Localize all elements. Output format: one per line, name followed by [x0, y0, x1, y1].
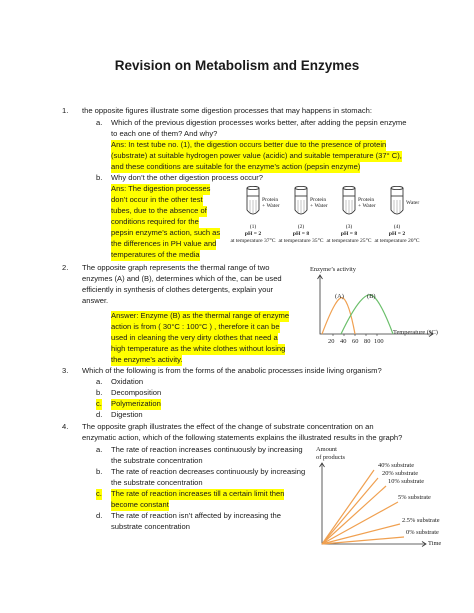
series-label-20: 20% substrate: [382, 470, 419, 477]
page-title: Revision on Metabolism and Enzymes: [114, 58, 360, 73]
q2-answer-2: action is from ( 30°C : 100°C ) , therefore it can be: [111, 322, 280, 331]
q4-option-c-line-2: become constant: [111, 500, 169, 509]
substrate-graph-ylabel-1: Amount: [316, 446, 337, 453]
q1b-answer-2: don’t occur in the other test: [111, 195, 203, 204]
q1b-line: Why don’t the other digestion process occur?: [111, 173, 263, 182]
curve-b: [341, 295, 393, 334]
enzyme-graph-xlabel: Temperature (°C): [393, 329, 438, 336]
q1b-answer-1: Ans: The digestion processes: [111, 184, 211, 193]
q4-option-c-line-1: The rate of reaction increases till a certain limit then: [111, 489, 285, 498]
line-5-substrate: [322, 502, 398, 544]
q3-option-c-marker: c.: [96, 399, 102, 408]
series-label-2-5: 2.5% substrate: [402, 517, 440, 524]
q1a-answer-2: (substrate) at suitable hydrogen power value (acidic) and suitable temperature (37° C),: [111, 151, 402, 160]
tube-2-temp: at temperature 35°C: [278, 238, 324, 244]
tick-40: 40: [340, 338, 347, 345]
q4-option-a-marker: a.: [96, 445, 103, 454]
tube-1-temp: at temperature 37°C: [230, 238, 276, 244]
tick-60: 60: [352, 338, 359, 345]
q3-option-b-marker: b.: [96, 388, 103, 397]
q3-option-d: Digestion: [111, 410, 143, 419]
q4-option-a-line-1: The rate of reaction increases continuously by increasing: [111, 445, 303, 454]
q3-option-c: Polymerization: [111, 399, 161, 408]
q1b-marker: b.: [96, 173, 103, 182]
q1b-answer-7: temperatures of the media: [111, 250, 200, 259]
tube-4-temp: at temperature 20°C: [374, 238, 420, 244]
tube-3-ph: pH = 8: [340, 231, 358, 237]
q2-answer-3: used in cleaning the very dirty clothes that need a: [111, 333, 278, 342]
enzyme-activity-graph: [305, 266, 445, 352]
enzyme-graph-ylabel: Enzyme’s activity: [310, 266, 356, 273]
q2-line-2: enzymes (A) and (B), determines which of the, can be used: [82, 274, 282, 283]
q3-option-a-marker: a.: [96, 377, 103, 386]
q4-option-d-line-1: The rate of reaction isn’t affected by increasing the: [111, 511, 281, 520]
tube-3-temp: at temperature 25°C: [326, 238, 372, 244]
q1b-answer-4: conditions required for the: [111, 217, 199, 226]
tick-80: 80: [364, 338, 371, 345]
q2-answer-4: high temperature as the white clothes without losing: [111, 344, 286, 353]
q2-answer-5: the enzyme’s activity.: [111, 355, 183, 364]
q2-number: 2.: [62, 263, 69, 272]
q4-line-1: The opposite graph illustrates the effect of the change of substrate concentration on an: [82, 422, 374, 431]
curve-b-label: (B): [367, 293, 376, 300]
q1-number: 1.: [62, 106, 69, 115]
tube-1-content: Protein + Water: [262, 197, 280, 210]
curve-a-label: (A): [335, 293, 344, 300]
q3-option-a: Oxidation: [111, 377, 144, 386]
line-20-substrate: [322, 478, 378, 544]
series-label-40: 40% substrate: [378, 462, 415, 469]
series-label-10: 10% substrate: [388, 478, 425, 485]
q1a-answer-3: and these conditions are suitable for the enzyme’s action (pepsin enzyme): [111, 162, 361, 171]
q1b-answer-5: pepsin enzyme’s action, such as: [111, 228, 221, 237]
q1b-answer-6: the differences in PH value and: [111, 239, 217, 248]
tube-4-ph: pH = 2: [388, 231, 406, 237]
q4-option-b-line-2: the substrate concentration: [111, 478, 203, 487]
tick-100: 100: [374, 338, 384, 345]
q4-option-d-line-2: substrate concentration: [111, 522, 190, 531]
q1a-answer-1: Ans: In test tube no. (1), the digestion occurs better due to the presence of protein: [111, 140, 387, 149]
q1-text: the opposite figures illustrate some digestion processes that may happens in stomach:: [82, 106, 372, 115]
q4-option-a-line-2: the substrate concentration: [111, 456, 203, 465]
q1a-line-2: to each one of them? And why?: [111, 129, 218, 138]
q2-line-3: efficiently in synthesis of clothes detergents, explain your: [82, 285, 274, 294]
tick-20: 20: [328, 338, 335, 345]
enzyme-graph-axes: [320, 276, 433, 334]
q3-option-b: Decomposition: [111, 388, 162, 397]
test-tubes-figure: [230, 184, 420, 256]
tube-4-content: Water: [406, 200, 420, 206]
q4-option-b-line-1: The rate of reaction decreases continuously by increasing: [111, 467, 306, 476]
tube-2-ph: pH = 8: [292, 231, 310, 237]
substrate-graph-xlabel: Time: [428, 540, 442, 547]
q3-text: Which of the following is from the forms of the anabolic processes inside living organism?: [82, 366, 382, 375]
q4-option-d-marker: d.: [96, 511, 103, 520]
q2-line-1: The opposite graph represents the thermal range of two: [82, 263, 270, 272]
tube-3-number: (3): [345, 224, 353, 230]
q4-option-b-marker: b.: [96, 467, 103, 476]
tube-4-number: (4): [393, 224, 401, 230]
tube-2-number: (2): [297, 224, 305, 230]
q4-number: 4.: [62, 422, 69, 431]
q3-number: 3.: [62, 366, 69, 375]
substrate-graph-ylabel-2: of products: [316, 454, 345, 461]
q4-line-2: enzymatic action, which of the following statements explains the illustrated results in the graph?: [82, 433, 403, 442]
q1a-line-1: Which of the previous digestion processes works better, after adding the pepsin enzyme: [111, 118, 407, 127]
tube-2-content: Protein + Water: [310, 197, 328, 210]
substrate-graph: [308, 446, 448, 556]
series-label-5: 5% substrate: [398, 494, 431, 501]
q1a-marker: a.: [96, 118, 103, 127]
series-label-0: 0% substrate: [406, 529, 439, 536]
tube-1-ph: pH = 2: [244, 231, 262, 237]
q4-option-c-marker: c.: [96, 489, 102, 498]
q2-answer-1: Answer: Enzyme (B) as the thermal range of enzyme: [111, 311, 290, 320]
q1b-answer-3: tubes, due to the absence of: [111, 206, 207, 215]
q2-line-4: answer.: [82, 296, 109, 305]
tube-3-content: Protein + Water: [358, 197, 376, 210]
q3-option-d-marker: d.: [96, 410, 103, 419]
tube-1-number: (1): [249, 224, 257, 230]
